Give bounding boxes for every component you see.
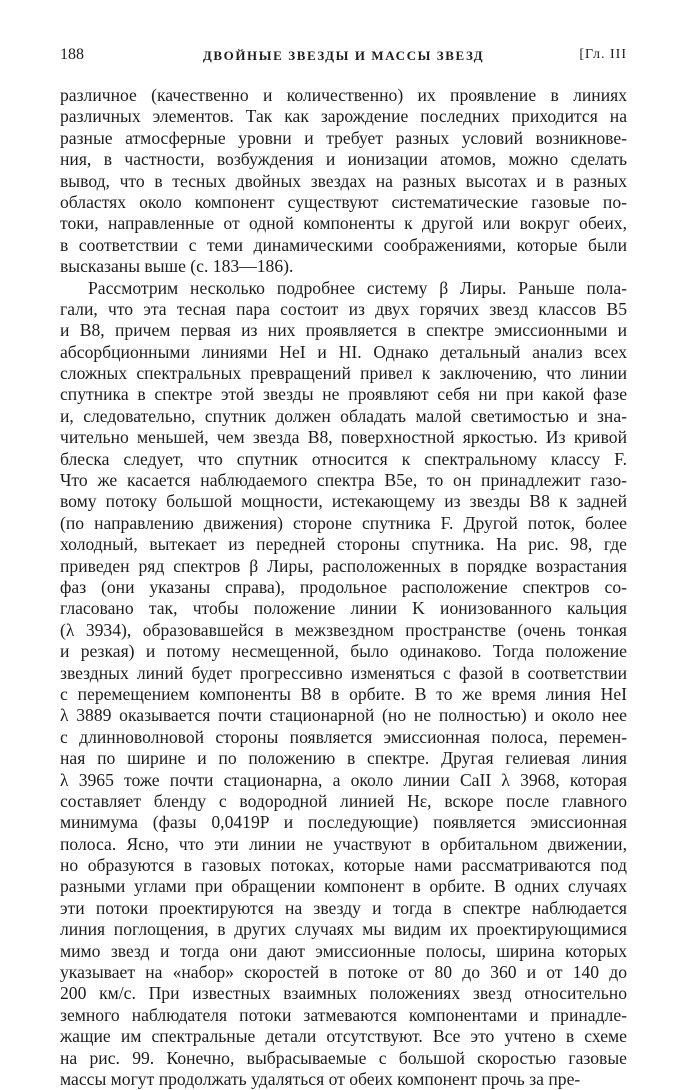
text-line: сложных спектральных превращений привел к заключению, что линии — [60, 363, 627, 384]
text-line: но образуются в газовых потоках, которые нами рассматриваются под — [60, 855, 627, 876]
text-line: областях около компонент существуют систематические газовые по- — [60, 191, 627, 212]
body-text — [60, 85, 627, 1090]
text-line: Рассмотрим несколько подробнее систему β Лиры. Раньше пола- — [88, 277, 627, 298]
text-line: вывод, что в тесных двойных звездах на разных высотах и в разных — [60, 170, 627, 191]
text-line: указывает на «набор» скоростей в потоке от 80 до 360 и от 140 до — [60, 962, 627, 983]
text-line: (λ 3934), образовавшейся в межзвездном пространстве (очень тонкая — [60, 619, 627, 640]
text-line: жащие им спектральные детали отсутствуют. Все это учтено в схеме — [60, 1026, 627, 1047]
text-line: с перемещением компоненты B8 в орбите. В то же время линия HeI — [60, 683, 627, 704]
text-line: ния, в частности, возбуждения и ионизации атомов, можно сделать — [60, 149, 627, 170]
paragraph — [60, 278, 627, 1090]
text-line: 200 км/с. При известных взаимных положениях звезд относительно — [60, 983, 627, 1004]
page-header — [60, 46, 627, 68]
text-line: абсорбционными линиями HeI и HI. Однако детальный анализ всех — [60, 341, 627, 362]
text-line: фаз (они указаны справа), продольное расположение спектров со- — [60, 576, 627, 597]
text-line: разные атмосферные уровни и требует разных условий возникнове- — [60, 127, 627, 148]
text-line: (по направлению движения) стороне спутника F. Другой поток, более — [60, 512, 627, 533]
text-line: с длинноволновой стороны появляется эмиссионная полоса, перемен- — [60, 726, 627, 747]
text-line: спутника в спектре этой звезды не проявляют себя ни при какой фазе — [60, 384, 627, 405]
text-line: составляет бленду с водородной линией Hε, вскоре после главного — [60, 790, 627, 811]
chapter-label: [Гл. III — [579, 47, 627, 62]
running-title: ДВОЙНЫЕ ЗВЕЗДЫ И МАССЫ ЗВЕЗД — [202, 48, 485, 63]
text-line: и резкая) и потому несмещенной, было одинаково. Тогда положение — [60, 641, 627, 662]
text-line: и B8, причем первая из них проявляется в спектре эмиссионными и — [60, 320, 627, 341]
text-line: Что же касается наблюдаемого спектра B5e, то он принадлежит газо- — [60, 470, 627, 491]
text-line: минимума (фазы 0,0419P и последующие) появляется эмиссионная — [60, 812, 627, 833]
text-line: вому потоку большой мощности, истекающему из звезды B8 к задней — [60, 491, 627, 512]
text-line: гласовано так, чтобы положение линии K ионизованного кальция — [60, 598, 627, 619]
text-line: блеска следует, что спутник относится к спектральному классу F. — [60, 448, 627, 469]
page-number: 188 — [60, 46, 84, 63]
text-line: и, следовательно, спутник должен обладать малой светимостью и зна- — [60, 405, 627, 426]
text-line: линия поглощения, в других случаях мы видим их проектирующимися — [60, 919, 627, 940]
text-line: эти потоки проектируются на звезду и тогда в спектре наблюдается — [60, 897, 627, 918]
text-line: ная по ширине и по положению в спектре. Другая гелиевая линия — [60, 748, 627, 769]
text-line: массы могут продолжать удаляться от обеих компонент прочь за пре- — [60, 1068, 581, 1089]
text-line: различное (качественно и количественно) их проявление в линиях — [60, 85, 627, 105]
text-line: разными углами при обращении компонент в орбите. В одних случаях — [60, 876, 627, 897]
text-line: полоса. Ясно, что эти линии не участвуют в орбитальном движении, — [60, 833, 627, 854]
text-line: λ 3965 тоже почти стационарна, а около линии CaII λ 3968, которая — [60, 769, 627, 790]
text-line: холодный, вытекает из передней стороны спутника. На рис. 98, где — [60, 534, 627, 555]
text-line: различных элементов. Так как зарождение последних приходится на — [60, 106, 627, 127]
text-line: токи, направленные от одной компоненты к другой или вокруг обеих, — [60, 213, 627, 234]
text-line: чительно меньшей, чем звезда B8, поверхностной яркостью. Из кривой — [60, 427, 627, 448]
text-line: на рис. 99. Конечно, выбрасываемые с большой скоростью газовые — [60, 1047, 627, 1068]
text-line: высказаны выше (с. 183—186). — [60, 256, 294, 277]
text-line: в соответствии с теми динамическими соображениями, которые были — [60, 234, 627, 255]
text-line: приведен ряд спектров β Лиры, расположенных в порядке возрастания — [60, 555, 627, 576]
paragraph — [60, 85, 627, 278]
text-line: гали, что эта тесная пара состоит из двух горячих звезд классов B5 — [60, 298, 627, 319]
text-line: земного наблюдателя потоки затмеваются компонентами и принадле- — [60, 1004, 627, 1025]
text-line: мимо звезд и тогда они дают эмиссионные полосы, ширина которых — [60, 940, 627, 961]
text-line: λ 3889 оказывается почти стационарной (но не полностью) и около нее — [60, 705, 627, 726]
text-line: звездных линий будет прогрессивно изменяться с фазой в соответствии — [60, 662, 627, 683]
